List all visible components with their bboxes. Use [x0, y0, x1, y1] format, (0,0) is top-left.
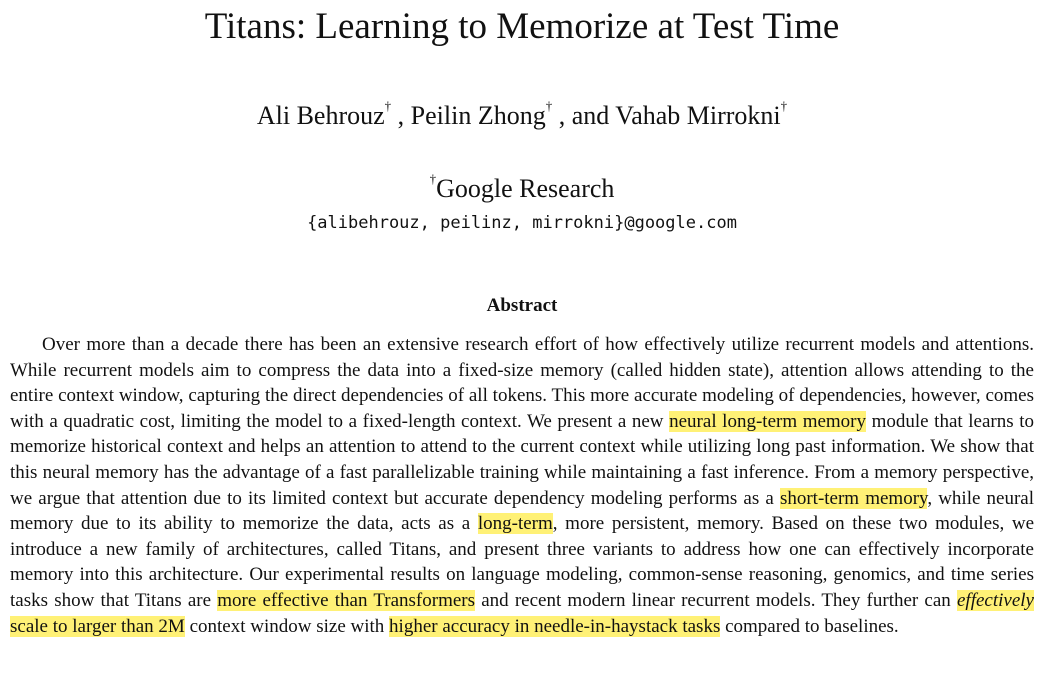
- highlighted-phrase: short-term memory: [779, 487, 928, 509]
- abstract-text: context window size with: [184, 615, 390, 637]
- abstract-text: module that learns to memorize historical context and helps an attention to attend to the current context while utilizing long past information. We show that this neural memory has the advantage of a fast parallelizable training while maintaining a fast inference. From a memory perspective, we argue that attention due to its limited context but accurate dependency modeling performs as a: [10, 410, 1034, 509]
- dagger-mark: †: [545, 98, 553, 113]
- highlighted-phrase: neural long-term memory: [669, 410, 867, 432]
- author-emails[interactable]: {alibehrouz, peilinz, mirrokni}@google.com: [307, 213, 737, 233]
- abstract-heading: Abstract: [486, 295, 558, 316]
- highlighted-phrase: effectively: [957, 589, 1034, 611]
- paper-title: Titans: Learning to Memorize at Test Time: [204, 6, 840, 47]
- highlighted-phrase: more effective than Transformers: [217, 589, 475, 611]
- abstract-body: [10, 332, 1034, 639]
- author-list: [0, 96, 1044, 136]
- author-name[interactable]: Peilin Zhong: [410, 101, 546, 130]
- highlighted-phrase: higher accuracy in needle-in-haystack tasks: [389, 615, 721, 637]
- dagger-mark: †: [384, 98, 392, 113]
- author-name[interactable]: Ali Behrouz: [256, 101, 385, 130]
- abstract-text: , more persistent, memory. Based on these two modules, we introduce a new family of architectures, called Titans, and present three variants to address how one can effectively incorporate memory into this architecture. Our experimental results on language modeling, common-sense reasoning, genomics, and time series tasks show that Titans are: [10, 513, 1035, 611]
- abstract-text: compared to baselines.: [720, 615, 899, 637]
- dagger-mark: †: [429, 171, 437, 186]
- affiliation: [0, 170, 1044, 208]
- abstract-text: , while neural memory due to its ability to memorize the data, acts as a: [10, 487, 1035, 535]
- author-separator: , and: [552, 101, 616, 130]
- dagger-mark: †: [780, 98, 788, 113]
- highlighted-phrase: scale to larger than 2M: [10, 615, 185, 637]
- abstract-text: and recent modern linear recurrent models. They further can: [475, 589, 957, 611]
- highlighted-phrase: long-term: [477, 513, 553, 535]
- author-separator: ,: [391, 101, 411, 130]
- affiliation-name: Google Research: [436, 174, 615, 203]
- author-name[interactable]: Vahab Mirrokni: [615, 101, 781, 130]
- abstract-text: Over more than a decade there has been an extensive research effort of how effectively utilize recurrent models and attentions. While recurrent models aim to compress the data into a fixed-size memory (called hidden state), attention allows attending to the entire context window, capturing the direct dependencies of all tokens. This more accurate modeling of dependencies, however, comes with a quadratic cost, limiting the model to a fixed-length context. We present a new: [10, 334, 1034, 432]
